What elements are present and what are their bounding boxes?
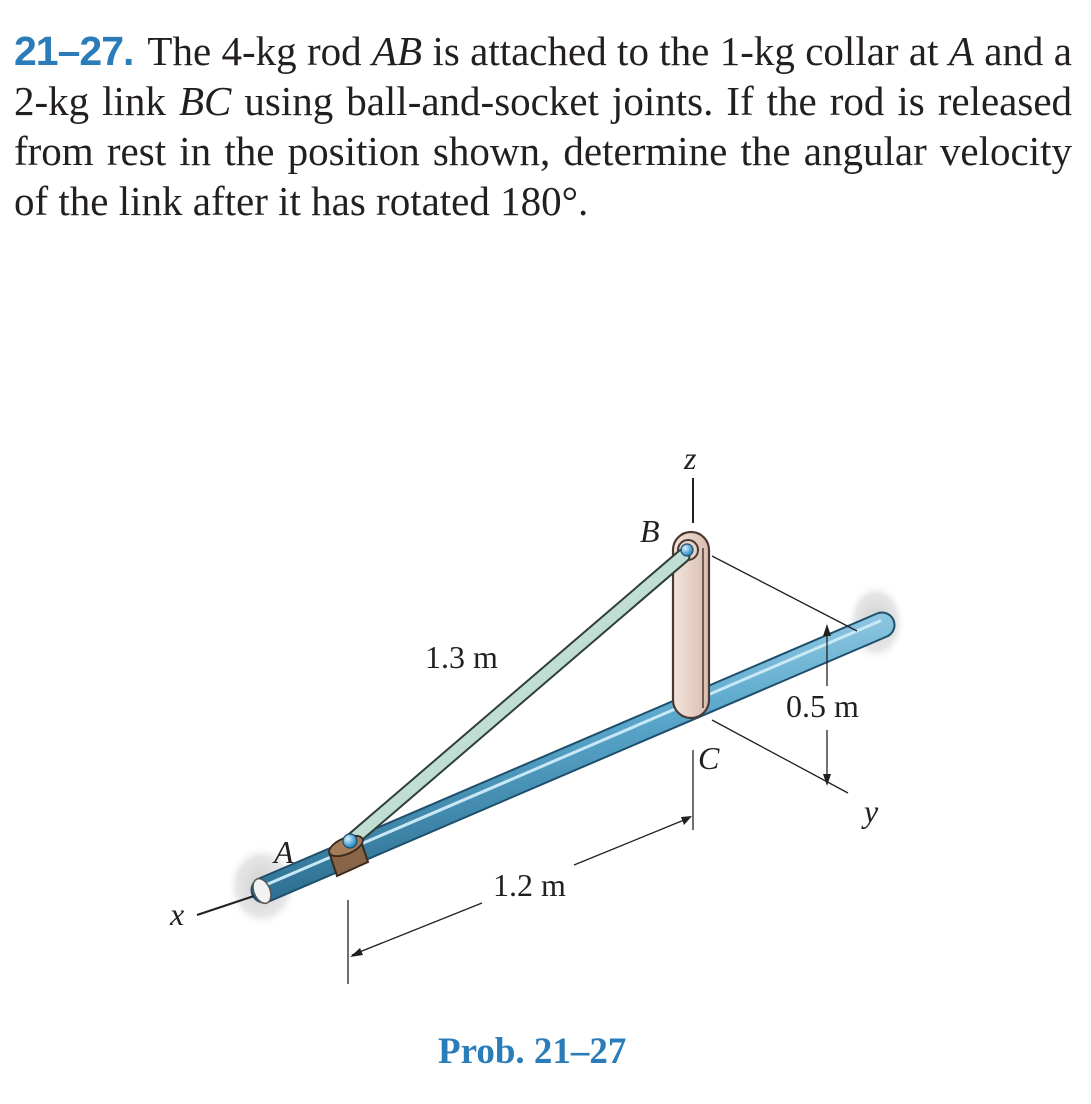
label-point-c: C (698, 740, 720, 776)
problem-text-bc: BC (178, 78, 232, 124)
dim-12-arrow-left (350, 948, 363, 957)
label-z-axis: z (684, 440, 697, 476)
figure-caption: Prob. 21–27 (438, 1031, 627, 1072)
problem-text-4: using ball-and-socket joints. If the rod is released from rest in the position shown, determine the angular velocity of the link after it has rotated 180°. (14, 78, 1073, 224)
label-point-a: A (274, 834, 294, 870)
problem-number: 21–27. (14, 28, 134, 74)
label-x-axis: x (170, 896, 185, 932)
label-y-axis: y (864, 793, 879, 829)
label-point-b: B (640, 513, 660, 549)
ball-joint-a (343, 834, 357, 848)
label-collar-to-c: 1.2 m (493, 867, 566, 903)
dim-12-arrow-right (681, 816, 692, 825)
problem-text-1: The 4-kg rod (147, 28, 372, 74)
problem-text-3: and a 2-kg link (14, 28, 1072, 124)
problem-text-ab: AB (372, 28, 423, 74)
problem-text-2: is attached to the 1-kg collar at (422, 28, 949, 74)
label-rod-length: 1.3 m (425, 639, 498, 675)
dim-05-ext-top (712, 556, 857, 631)
dim-05-arrow-top (823, 624, 831, 636)
dim-12-line-left (352, 903, 482, 955)
label-link-length: 0.5 m (786, 688, 859, 724)
problem-text-a: A (948, 28, 974, 74)
dim-12-line-right (574, 818, 689, 865)
rod-ab (352, 556, 683, 840)
ball-joint-b (681, 544, 693, 556)
